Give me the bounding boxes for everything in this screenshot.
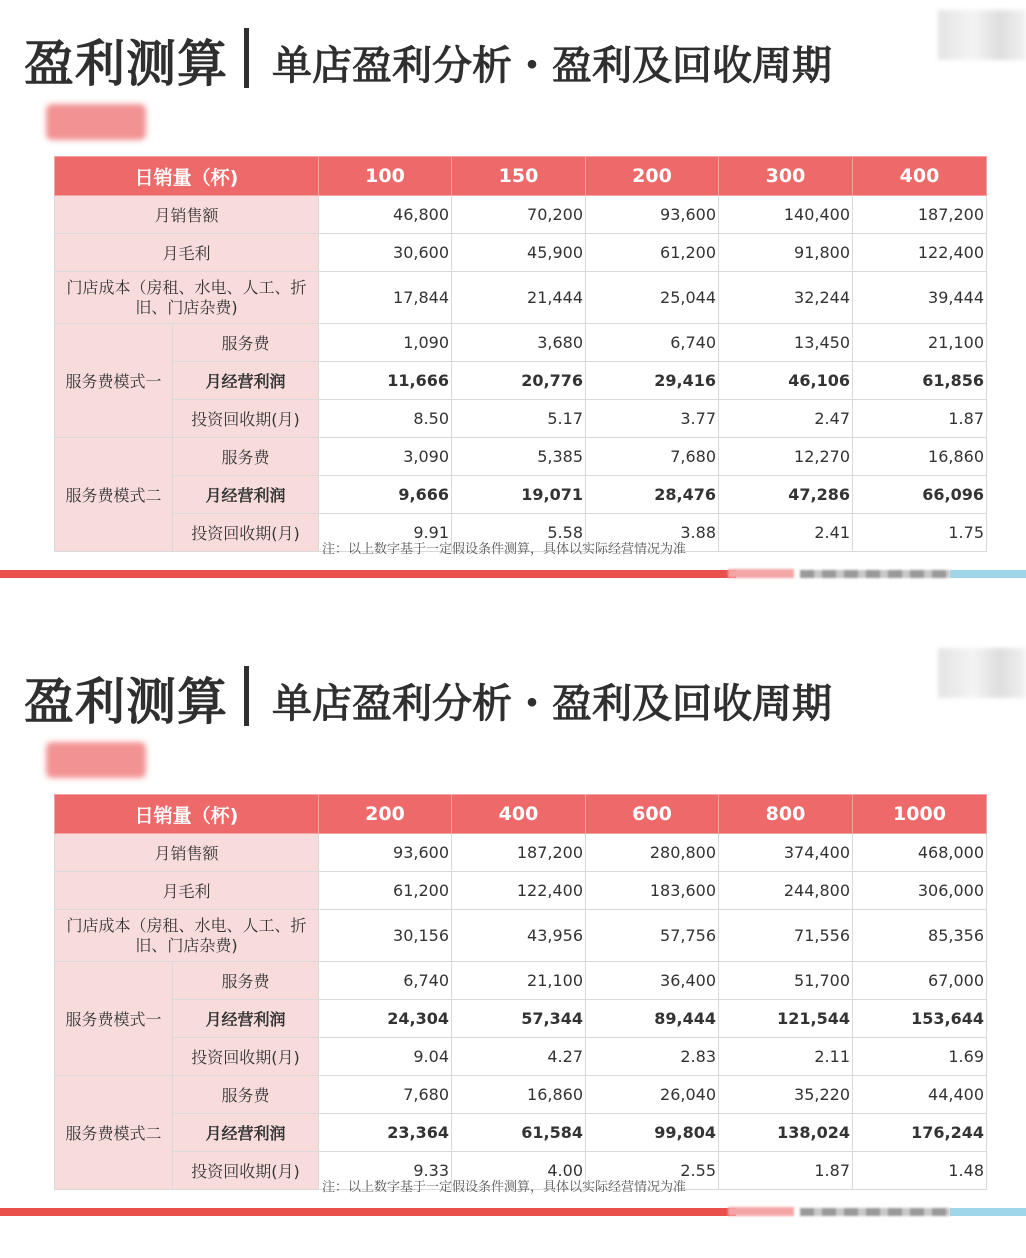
blurred-tag [46, 742, 146, 778]
header-col-3: 600 [586, 795, 719, 834]
cell: 176,244 [853, 1114, 987, 1152]
cell: 30,156 [319, 910, 452, 962]
cell: 2.41 [719, 514, 853, 552]
page-title: 盈利测算 [24, 35, 228, 93]
row-mode2-fee [55, 438, 987, 476]
row-label: 月销售额 [55, 834, 319, 872]
cell: 9.91 [319, 514, 452, 552]
cell: 23,364 [319, 1114, 452, 1152]
cell: 21,100 [853, 324, 987, 362]
row-label: 月销售额 [55, 196, 319, 234]
header-col-5: 1000 [853, 795, 987, 834]
cell: 1.48 [853, 1152, 987, 1190]
page-subtitle: 单店盈利分析・盈利及回收周期 [272, 681, 832, 727]
page-title: 盈利测算 [24, 673, 228, 731]
cell: 93,600 [586, 196, 719, 234]
cell: 122,400 [452, 872, 586, 910]
cell: 1,090 [319, 324, 452, 362]
cell: 36,400 [586, 962, 719, 1000]
cell: 1.87 [719, 1152, 853, 1190]
footer-bar-end [950, 570, 1026, 578]
cell: 121,544 [719, 1000, 853, 1038]
row-label: 服务费 [173, 324, 319, 362]
row-label: 月经营利润 [173, 476, 319, 514]
cell: 2.55 [586, 1152, 719, 1190]
blurred-logo [938, 10, 1026, 60]
cell: 183,600 [586, 872, 719, 910]
group-label: 服务费模式二 [55, 438, 173, 552]
header-col-5: 400 [853, 157, 987, 196]
footnote: 注：以上数字基于一定假设条件测算，具体以实际经营情况为准 [322, 1180, 687, 1195]
cell: 3.88 [586, 514, 719, 552]
footer-bar-blurred [800, 1208, 950, 1216]
cell: 51,700 [719, 962, 853, 1000]
cell: 3.77 [586, 400, 719, 438]
row-mode1-profit [55, 362, 987, 400]
cell: 35,220 [719, 1076, 853, 1114]
cell: 140,400 [719, 196, 853, 234]
header-col-3: 200 [586, 157, 719, 196]
cell: 2.11 [719, 1038, 853, 1076]
footer-bar-blurred [800, 570, 950, 578]
cell: 1.75 [853, 514, 987, 552]
row-label: 月毛利 [55, 234, 319, 272]
title-divider [244, 666, 249, 726]
row-label: 月经营利润 [173, 362, 319, 400]
cell: 11,666 [319, 362, 452, 400]
row-label: 投资回收期(月) [173, 1152, 319, 1190]
cell: 28,476 [586, 476, 719, 514]
cell: 4.00 [452, 1152, 586, 1190]
cell: 99,804 [586, 1114, 719, 1152]
row-label: 服务费 [173, 438, 319, 476]
cell: 24,304 [319, 1000, 452, 1038]
row-mode2-fee [55, 1076, 987, 1114]
cell: 9.33 [319, 1152, 452, 1190]
cell: 153,644 [853, 1000, 987, 1038]
cell: 5.17 [452, 400, 586, 438]
cell: 244,800 [719, 872, 853, 910]
cell: 61,200 [586, 234, 719, 272]
row-mode1-payback [55, 400, 987, 438]
cell: 3,680 [452, 324, 586, 362]
cell: 30,600 [319, 234, 452, 272]
row-label: 投资回收期(月) [173, 1038, 319, 1076]
row-label: 投资回收期(月) [173, 400, 319, 438]
table-header-row [55, 795, 987, 834]
cell: 1.69 [853, 1038, 987, 1076]
cell: 85,356 [853, 910, 987, 962]
cell: 2.47 [719, 400, 853, 438]
cell: 44,400 [853, 1076, 987, 1114]
cell: 26,040 [586, 1076, 719, 1114]
cell: 61,584 [452, 1114, 586, 1152]
header-daily-sales: 日销量（杯) [55, 795, 319, 834]
footer-bar-accent [728, 1207, 794, 1216]
group-label: 服务费模式二 [55, 1076, 173, 1190]
cell: 187,200 [853, 196, 987, 234]
cell: 3,090 [319, 438, 452, 476]
row-mode1-profit [55, 1000, 987, 1038]
cell: 2.83 [586, 1038, 719, 1076]
cell: 12,270 [719, 438, 853, 476]
row-store-cost [55, 272, 987, 324]
cell: 61,200 [319, 872, 452, 910]
cell: 5,385 [452, 438, 586, 476]
cell: 67,000 [853, 962, 987, 1000]
row-label: 月经营利润 [173, 1000, 319, 1038]
row-monthly-gross [55, 872, 987, 910]
cell: 8.50 [319, 400, 452, 438]
row-label: 月毛利 [55, 872, 319, 910]
cell: 45,900 [452, 234, 586, 272]
cell: 16,860 [853, 438, 987, 476]
footer-bar-end [950, 1208, 1026, 1216]
header-col-4: 300 [719, 157, 853, 196]
footer-bar [0, 570, 736, 578]
cell: 9.04 [319, 1038, 452, 1076]
header-col-2: 150 [452, 157, 586, 196]
cell: 70,200 [452, 196, 586, 234]
cell: 13,450 [719, 324, 853, 362]
cell: 89,444 [586, 1000, 719, 1038]
cell: 1.87 [853, 400, 987, 438]
cell: 61,856 [853, 362, 987, 400]
cell: 29,416 [586, 362, 719, 400]
row-label: 门店成本（房租、水电、人工、折旧、门店杂费) [55, 272, 319, 324]
cell: 66,096 [853, 476, 987, 514]
header-col-1: 200 [319, 795, 452, 834]
cell: 374,400 [719, 834, 853, 872]
blurred-logo [938, 648, 1026, 698]
row-store-cost [55, 910, 987, 962]
cell: 306,000 [853, 872, 987, 910]
row-label: 服务费 [173, 1076, 319, 1114]
page-subtitle: 单店盈利分析・盈利及回收周期 [272, 43, 832, 89]
cell: 21,444 [452, 272, 586, 324]
header-col-1: 100 [319, 157, 452, 196]
header-daily-sales: 日销量（杯) [55, 157, 319, 196]
cell: 57,756 [586, 910, 719, 962]
title-divider [244, 28, 249, 88]
row-monthly-gross [55, 234, 987, 272]
cell: 47,286 [719, 476, 853, 514]
cell: 187,200 [452, 834, 586, 872]
cell: 4.27 [452, 1038, 586, 1076]
cell: 468,000 [853, 834, 987, 872]
row-mode1-fee [55, 962, 987, 1000]
row-monthly-sales [55, 196, 987, 234]
row-mode2-profit [55, 1114, 987, 1152]
row-mode1-fee [55, 324, 987, 362]
cell: 93,600 [319, 834, 452, 872]
cell: 71,556 [719, 910, 853, 962]
cell: 16,860 [452, 1076, 586, 1114]
cell: 17,844 [319, 272, 452, 324]
blurred-tag [46, 104, 146, 140]
table-header-row [55, 157, 987, 196]
row-label: 投资回收期(月) [173, 514, 319, 552]
group-label: 服务费模式一 [55, 324, 173, 438]
row-monthly-sales [55, 834, 987, 872]
cell: 138,024 [719, 1114, 853, 1152]
cell: 5.58 [452, 514, 586, 552]
cell: 91,800 [719, 234, 853, 272]
cell: 21,100 [452, 962, 586, 1000]
footer-bar-accent [728, 569, 794, 578]
cell: 46,106 [719, 362, 853, 400]
footnote: 注：以上数字基于一定假设条件测算，具体以实际经营情况为准 [322, 542, 687, 557]
cell: 6,740 [586, 324, 719, 362]
cell: 9,666 [319, 476, 452, 514]
cell: 7,680 [586, 438, 719, 476]
cell: 280,800 [586, 834, 719, 872]
header-col-2: 400 [452, 795, 586, 834]
header-col-4: 800 [719, 795, 853, 834]
profit-table [54, 794, 987, 1190]
profit-table [54, 156, 987, 552]
row-label: 月经营利润 [173, 1114, 319, 1152]
cell: 19,071 [452, 476, 586, 514]
cell: 25,044 [586, 272, 719, 324]
cell: 39,444 [853, 272, 987, 324]
cell: 46,800 [319, 196, 452, 234]
profit-panel-2 [0, 638, 1026, 1258]
row-label: 服务费 [173, 962, 319, 1000]
row-mode2-profit [55, 476, 987, 514]
profit-panel-1 [0, 0, 1026, 620]
cell: 6,740 [319, 962, 452, 1000]
footer-bar [0, 1208, 736, 1216]
cell: 122,400 [853, 234, 987, 272]
row-mode1-payback [55, 1038, 987, 1076]
cell: 43,956 [452, 910, 586, 962]
row-label: 门店成本（房租、水电、人工、折旧、门店杂费) [55, 910, 319, 962]
cell: 57,344 [452, 1000, 586, 1038]
cell: 32,244 [719, 272, 853, 324]
cell: 20,776 [452, 362, 586, 400]
group-label: 服务费模式一 [55, 962, 173, 1076]
cell: 7,680 [319, 1076, 452, 1114]
